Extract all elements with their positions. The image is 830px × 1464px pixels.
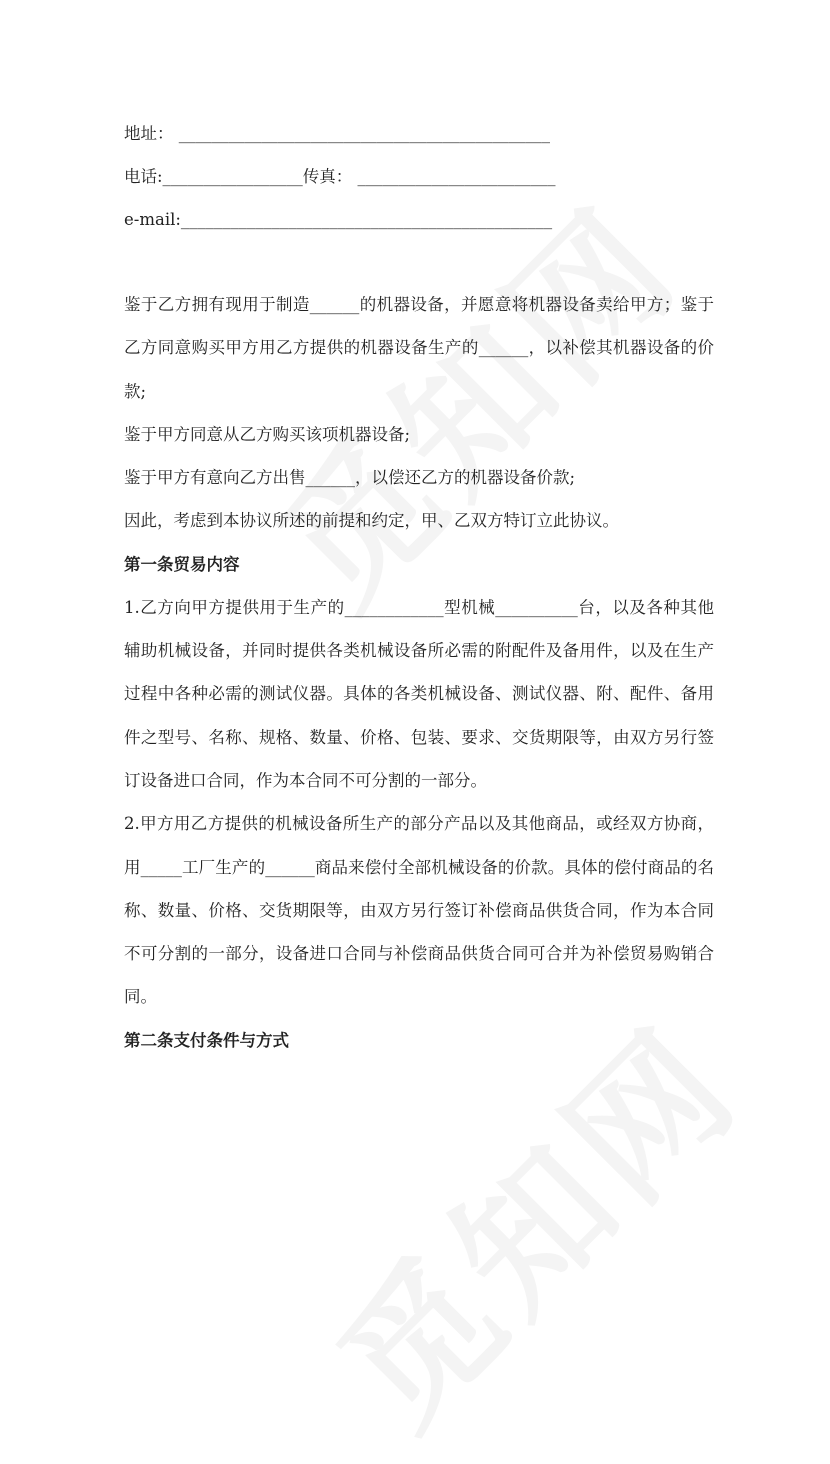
preamble-paragraph: 鉴于甲方同意从乙方购买该项机器设备; — [124, 424, 411, 444]
phone-fax-field: 电话:_________________传真： ________________________ — [124, 167, 556, 186]
preamble-paragraph: 因此，考虑到本协议所述的前提和约定，甲、乙双方特订立此协议。 — [124, 511, 619, 531]
spacer — [124, 241, 714, 283]
address-field: 地址： _____________________________________________ — [124, 124, 550, 143]
preamble-paragraph: 鉴于乙方拥有现用于制造______的机器设备，并愿意将机器设备卖给甲方；鉴于乙方同意购买甲方用乙方提供的机器设备生产的______，以补偿其机器设备的价款; — [124, 295, 714, 401]
section-paragraph: 1.乙方向甲方提供用于生产的____________型机械__________台，以及各种其他辅助机械设备，并同时提供各类机械设备所必需的附配件及备用件，以及在生产过程中各种必需的测试仪器。具体的各类机械设备、测试仪器、附、配件、备用件之型号、名称、规格、数量、价格、包装、要求、交货期限等，由双方另行签订设备进口合同，作为本合同不可分割的一部分。 — [124, 597, 714, 790]
document-body — [124, 112, 714, 1062]
section-heading: 第二条支付条件与方式 — [124, 1030, 289, 1050]
email-field: e-mail:_____________________________________________ — [124, 210, 553, 229]
section-heading: 第一条贸易内容 — [124, 554, 240, 574]
section-paragraph: 2.甲方用乙方提供的机械设备所生产的部分产品以及其他商品，或经双方协商，用_____工厂生产的______商品来偿付全部机械设备的价款。具体的偿付商品的名称、数量、价格、交货期限等，由双方另行签订补偿商品供货合同，作为本合同不可分割的一部分，设备进口合同与补偿商品供货合同可合并为补偿贸易购销合同。 — [124, 814, 714, 1007]
preamble-paragraph: 鉴于甲方有意向乙方出售______，以偿还乙方的机器设备价款; — [124, 468, 576, 488]
